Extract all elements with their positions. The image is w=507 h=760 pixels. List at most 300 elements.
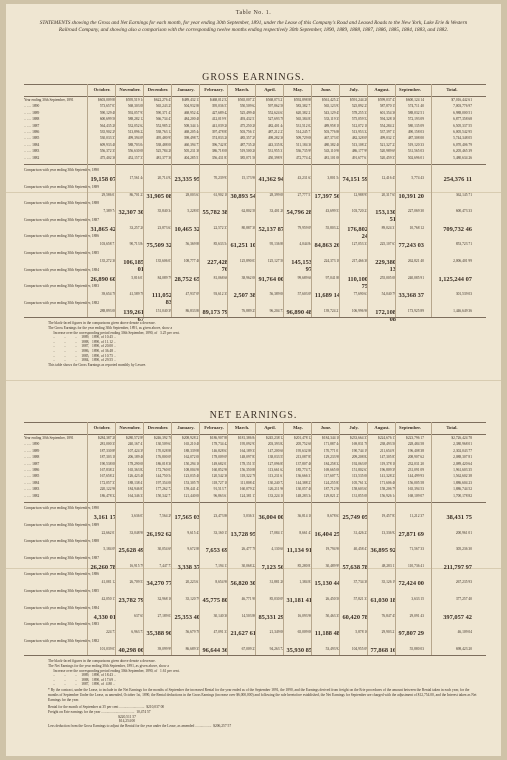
comparison-cell: 41,589 78 (129, 292, 144, 297)
table-cell: 231,091 09 (407, 468, 424, 472)
comparison-cell: 1,384 83 (299, 580, 312, 585)
row-label: .. .. .. 1882 (24, 155, 40, 160)
table-cell: 573,657 07 (99, 104, 116, 109)
comparison-row (6, 589, 501, 606)
comparison-cell: 110,736 41 (407, 563, 424, 568)
table-cell: 123,035 40 (183, 474, 200, 479)
column-divider (143, 84, 144, 317)
table-cell: 146,828 63 (211, 448, 228, 453)
column-divider (255, 84, 256, 317)
column-header: March. (234, 425, 250, 430)
comparison-cell: 227,069 30 (407, 209, 424, 214)
comparison-cell: 77,868 16 (370, 646, 396, 654)
table-row (6, 117, 501, 123)
comparison-cell: 227,428 76 (207, 259, 228, 273)
comparison-cell: 35,388 90 (146, 630, 172, 638)
comparison-cell: 45,775 80 (202, 597, 228, 604)
table-cell: $245,238 12 (266, 436, 284, 440)
comparison-cell: 110,100 75 (347, 275, 368, 290)
table-cell: 197,354 00 (155, 480, 172, 485)
comparison-cell: 3,801 54 (327, 176, 340, 180)
comparison-label: Comparison with year ending 30th September, 1887 (24, 555, 100, 560)
comparison-cell: 77,243 03 (398, 242, 424, 250)
comparison-cell: 12,416 45 (381, 176, 396, 180)
table-cell: 564,435 28 (99, 123, 116, 128)
comparison-cell: 30,068 22 (241, 563, 256, 568)
comparison-cell: 22,572 37 (213, 225, 228, 230)
comparison-cell: 33,368 37 (398, 292, 424, 300)
column-header: April. (264, 425, 276, 430)
table-cell: 148,097 83 (239, 455, 256, 460)
comparison-cell: 26,260 78 (90, 563, 116, 571)
comparison-cell: 46,109 04 (457, 630, 472, 635)
comparison-cell: 29,091 43 (409, 613, 424, 618)
comparison-cell: 25,749 05 (342, 514, 368, 521)
table-cell: 1,886,744 52 (453, 487, 472, 492)
column-divider (227, 84, 228, 317)
legal-note: * By the contract, under the Lease, to include in the Net Earnings for the months of September the increased Rental for the year ended as of the September 1891, the 1890, and the Earnings derived from freight on the Erie procedures of the amount between the Rental taken in each year, for the months of September Under the Lease, as amended, October 1st, 1890, the Rental deductions in the Gross Earnings (increase over $6,000,000) and following the rule heretofore established, the Net Earnings for September are charged with the adjustment of $12,754.00, and the Interest taken as Net Earnings for the year. (48, 688, 477, 702)
comparison-cell: 10,768 12 (409, 225, 424, 230)
comparison-cell: 106,185 01 (123, 259, 144, 273)
table-cell: 281,000 35 (99, 442, 116, 447)
comparison-cell: 145,153 97 (291, 259, 312, 273)
column-header: July. (349, 425, 359, 430)
table-cell: 475,402 36 (99, 155, 116, 160)
table-cell: 475,250 28 (239, 123, 256, 128)
table-cell: 1,961,603 35 (453, 468, 472, 472)
table-cell: 129,821 27 (323, 493, 340, 498)
column-divider (395, 84, 396, 317)
comparison-cell: 16,093 96 (297, 613, 312, 618)
table-cell: 121,440 00 (183, 493, 200, 498)
table-cell: 575,059 52 (351, 117, 368, 122)
comparison-label: Comparison with year ending 30th September, 1890 (24, 506, 100, 510)
comparison-cell: 77,690 63 (353, 292, 368, 297)
comparison-cell: 153,130 51 (375, 209, 396, 224)
column-header: February. (204, 87, 224, 92)
table-cell: 538,763 12 (155, 130, 172, 134)
table-cell: 525,499 40 (239, 110, 256, 115)
table-cell: 113,535 00 (351, 474, 368, 479)
comparison-label: Comparison with year ending 30th September, 1890 (24, 168, 100, 172)
comparison-cell: 5,816 01 (131, 275, 144, 280)
comparison-cell: 106,996 96 (351, 308, 368, 313)
table-cell: 172,760 05 (155, 468, 172, 472)
table-cell: 620,382 21 (295, 110, 312, 115)
comparison-cell: 19,158 07 (90, 176, 116, 183)
comparison-cell: 40,458 47 (353, 547, 368, 552)
comparison-cell: 11,188 48 (314, 630, 340, 638)
comparison-cell: 7,447 77 (159, 563, 172, 568)
table-cell: 508,344 14 (183, 123, 200, 128)
table-cell: 572,193 09 (407, 117, 424, 122)
comparison-cell: 13,728 95 (230, 530, 256, 538)
row-label: .. .. .. 1885 (24, 474, 40, 479)
table-cell: 195,632 80 (295, 448, 312, 453)
column-divider (311, 422, 312, 655)
table-cell: 187,712 90 (323, 487, 340, 492)
table-cell: 178,290 08 (127, 461, 144, 466)
comparison-cell: 54,796 28 (286, 209, 312, 217)
comparison-cell: 76,847 45 (381, 613, 396, 618)
table-cell: 556,630 08 (127, 149, 144, 154)
table-cell: 486,177 99 (351, 149, 368, 154)
column-header: May. (293, 87, 303, 92)
table-cell: 554,284 21 (379, 123, 396, 128)
comparison-cell: 31,881 20 (269, 580, 284, 585)
table-cell: $591,244 28 (350, 98, 368, 102)
comparison-cell: 28,399 08 (269, 192, 284, 197)
table-row (6, 130, 501, 136)
comparison-row (6, 506, 501, 523)
table-row (6, 156, 501, 162)
intro-statement: STATEMENTS showing the Gross and Net Earnings for each month, for year ending 30th September, 1891, under the Lease of this Company's Road and Leased Roads to the New York, Lake Erie & Western Railroad Company, and showing also a comparison with the corresponding twelve months ending respectively 30th September, 1890, 1889, 1888, 1887, 1886, 1885, 1884, 1883, and 1882. (39, 20, 468, 33)
comparison-cell: 28,752 65 (174, 275, 200, 283)
column-header: November. (119, 87, 141, 92)
table-cell: 495,480 95 (155, 136, 172, 141)
table-cell: 136,666 31 (295, 474, 312, 479)
table-cell: 120,542 36 (211, 474, 228, 479)
comparison-cell: 262,821 40 (407, 259, 424, 263)
table-cell: 190,538 08 (99, 461, 116, 466)
table-cell: 156,350 88 (239, 468, 256, 472)
comparison-cell: 31,426 23 (353, 530, 368, 535)
table-cell: $7,016,442 61 (451, 98, 472, 102)
table-cell: 532,052 62 (127, 123, 144, 128)
comparison-cell: 75,509 32 (146, 242, 172, 250)
table-cell: 171,887 44 (323, 442, 340, 447)
table-cell: 153,305 78 (183, 480, 200, 485)
comparison-cell: 1,446,649 36 (453, 308, 472, 313)
comparison-cell: 21,627 61 (230, 630, 256, 638)
comparison-label: Comparison with year ending 30th September, 1884 (24, 267, 100, 272)
table-cell: 460,394 77 (183, 142, 200, 147)
comparison-cell: 89,024 31 (381, 225, 396, 230)
table-cell: 186,478 32 (99, 493, 116, 498)
comparison-cell: 33,160 15 (213, 530, 228, 535)
comparison-cell: 89,173 79 (202, 308, 228, 316)
table-cell: 356,431 83 (211, 155, 228, 160)
table-cell: 220,122 96 (99, 487, 116, 492)
table-cell: $489,432 13 (182, 98, 200, 102)
comparison-cell: 26,192 62 (146, 530, 172, 538)
comparison-cell: 39,654 78 (101, 292, 116, 297)
table-row (6, 474, 501, 480)
table-cell: 398,498 72 (183, 136, 200, 141)
comparison-cell: 29,903 21 (381, 630, 396, 635)
comparison-cell: 85,030 09 (269, 597, 284, 601)
comparison-cell: 15,130 44 (314, 580, 340, 588)
table-cell: 527,693 78 (267, 117, 284, 122)
comparison-cell: 13,336 92 (381, 530, 396, 535)
table-cell: 150,294 16 (183, 461, 200, 466)
table-cell: 164,189 33 (239, 448, 256, 453)
comparison-cell: 27,871 69 (398, 530, 424, 538)
comparison-cell: 37,734 38 (353, 580, 368, 585)
comparison-cell: 61,030 18 (370, 597, 396, 604)
comparison-cell: 86,701 23 (129, 192, 144, 197)
table-cell: 513,896 22 (127, 130, 144, 134)
comparison-cell: 93,612 35 (213, 292, 228, 297)
table-cell: 503,756 17 (239, 130, 256, 134)
table-cell: 600,699 56 (99, 117, 116, 122)
comparison-cell: 33,257 20 (129, 225, 144, 230)
column-header: January. (177, 87, 195, 92)
comparison-cell: 103,720 23 (351, 209, 368, 214)
table-cell: 574,711 40 (407, 104, 424, 109)
comparison-cell: 240,085 91 (407, 275, 424, 280)
comparison-cell: 101,039 07 (99, 646, 116, 651)
comparison-cell: 53,493 92 (325, 646, 340, 651)
column-header: June. (320, 87, 332, 92)
table-row (6, 124, 501, 130)
table-cell: 396,742 87 (211, 142, 228, 147)
comparison-cell: 1,125,244 07 (438, 275, 472, 283)
table-cell: 129,233 98 (323, 455, 340, 460)
column-header: November. (119, 425, 141, 430)
comparison-cell: 225,107 67 (379, 242, 396, 247)
table-cell: 441,039 20 (211, 123, 228, 128)
column-divider (367, 84, 368, 317)
table-cell: 196,809 39 (379, 468, 396, 472)
table-cell: 130,240 72 (267, 480, 284, 485)
comparison-cell: 36,814 10 (297, 514, 312, 518)
comparison-cell: 41,362 94 (258, 176, 284, 183)
comparison-cell: 217,466 38 (351, 259, 368, 263)
comparison-cell: 125,127 50 (267, 259, 284, 263)
column-header: September. (399, 87, 421, 92)
column-divider (431, 422, 432, 655)
comparison-label: Comparison with year ending 30th September, 1886 (24, 234, 100, 239)
table-cell: 184,946 87 (127, 487, 144, 492)
table-cell: 484,200 48 (183, 117, 200, 122)
table-cell: 144,499 93 (407, 474, 424, 479)
comparison-cell: 172,108 08 (375, 308, 396, 323)
table-cell: 498,282 36 (267, 136, 284, 141)
table-cell: 118,322 78 (239, 474, 256, 479)
comparison-cell: 56,389 00 (269, 292, 284, 297)
column-header-row (6, 85, 501, 95)
comparison-cell: 7,389 74 (103, 209, 116, 214)
table-cell: $184,344 18 (322, 436, 340, 440)
rental-summary: Rental for the month of September at 35 per cent ............................ $210,037 00 Freight on Erie earnings for the year ..................................... 10,474 57 $220,511 57 $14,254 00 Less deduction from the Gross Earnings to adjust the Rental for the year under the Lease, as amended .................. $206,257 57 (48, 705, 232, 728)
table-cell: 168,109 07 (407, 493, 424, 498)
table-cell: 124,381 17 (239, 493, 256, 498)
comparison-cell: 2,507 38 (233, 292, 256, 300)
table-cell: 187,303 18 (99, 455, 116, 460)
table-cell: 1,562,602 38 (453, 474, 472, 479)
comparison-cell: 84,089 79 (157, 275, 172, 280)
table-cell: 520,459 37 (379, 155, 396, 160)
table-cell: 167,658 21 (99, 474, 116, 479)
table-cell: $246,392 70 (154, 436, 172, 440)
comparison-cell: 4,330 01 (93, 613, 116, 621)
table-cell: 509,729 06 (295, 136, 312, 141)
document-sheet (6, 4, 501, 756)
comparison-row (6, 185, 501, 202)
table-cell: 206,189 46 (127, 455, 144, 460)
table-cell: 117,607 72 (323, 474, 340, 479)
table-cell: 525,784 28 (155, 149, 172, 154)
comparison-cell: 19,457 83 (381, 514, 396, 518)
comparison-cell: 62,802 58 (241, 209, 256, 214)
table-cell: 1,700,178 82 (453, 493, 472, 498)
row-label: .. .. .. 1890 (24, 442, 40, 447)
table-cell: 566,734 47 (155, 117, 172, 122)
comparison-cell: 125,890 03 (239, 259, 256, 263)
comparison-cell: 57,638 78 (342, 563, 368, 571)
table-cell: 565,243 25 (155, 104, 172, 109)
table-cell: 205,752 68 (295, 442, 312, 447)
table-cell: 468,952 42 (183, 110, 200, 115)
comparison-cell: 74,151 59 (342, 176, 368, 183)
table-cell: 178,151 55 (239, 461, 256, 466)
table-cell: 556,372 35 (99, 149, 116, 154)
comparison-cell: 9,672 88 (187, 547, 200, 552)
table-row (6, 487, 501, 493)
comparison-cell: 57,603 09 (297, 292, 312, 297)
table-cell: $181,386 84 (238, 436, 256, 440)
column-divider (87, 84, 88, 317)
comparison-cell: 85,280 81 (297, 563, 312, 568)
table-cell: 6,877,358 68 (453, 117, 472, 122)
comparison-row (6, 300, 501, 323)
comparison-cell: 23,335 95 (174, 176, 200, 183)
table-cell: 158,603 65 (351, 487, 368, 492)
column-divider (199, 422, 200, 655)
table-cell: 519,500 20 (239, 149, 256, 154)
comparison-cell: 35,120 79 (185, 597, 200, 601)
table-cell: 208,907 62 (407, 455, 424, 460)
row-label: .. .. .. 1889 (24, 448, 40, 453)
column-divider (339, 422, 340, 655)
table-cell: 165,394 53 (407, 487, 424, 492)
comparison-cell: 50,463 35 (325, 613, 340, 618)
table-cell: 172,057 37 (99, 480, 116, 485)
comparison-cell: 255,005 08 (379, 275, 396, 280)
table-cell: 481,377 30 (155, 155, 172, 160)
comparison-label: Comparison with year ending 30th September, 1884 (24, 605, 100, 610)
table-cell: $592,898 88 (294, 98, 312, 102)
comparison-cell: 17,084 17 (269, 530, 284, 535)
comparison-cell: 20,223 61 (185, 580, 200, 585)
table-row (6, 143, 501, 149)
row-label: Year ending 30th September, 1891 (24, 98, 74, 102)
comparison-cell: 8,654 90 (215, 580, 228, 585)
table-cell: 537,397 13 (379, 130, 396, 134)
table-cell: 178,009 09 (211, 455, 228, 460)
comparison-cell: 56,679 78 (185, 630, 200, 635)
table-cell: 127,096 85 (267, 461, 284, 466)
comparison-label: Comparison with year ending 30th September, 1883 (24, 622, 100, 627)
table-cell: 6,005,542 95 (453, 130, 472, 134)
table-cell: 126,423 48 (127, 474, 144, 479)
comparison-cell: 229,380 13 (375, 259, 396, 273)
table-cell: 590,371 47 (155, 110, 172, 115)
comparison-cell: 301,539 03 (455, 292, 472, 297)
comparison-cell: 95,136 88 (269, 242, 284, 247)
column-divider (199, 84, 200, 317)
comparison-cell: 2,006,401 99 (453, 259, 472, 263)
table-cell: 450,398 91 (267, 155, 284, 160)
comparison-label: Comparison with year ending 30th September, 1889 (24, 522, 100, 527)
table-cell: 427,689 42 (211, 110, 228, 115)
table-cell: 240,167 41 (127, 442, 144, 447)
comparison-row (6, 556, 501, 573)
comparison-cell: 76,889 25 (241, 308, 256, 313)
table-cell: 165,363 82 (127, 468, 144, 472)
table-cell: 131,855 08 (351, 493, 368, 498)
table-cell: 6,205,465 39 (453, 149, 472, 154)
table-cell: 108,004 90 (183, 468, 200, 472)
table-cell: 525,892 25 (351, 104, 368, 109)
table-cell: 130,509 63 (155, 442, 172, 447)
table-cell: 592,057 93 (127, 110, 144, 115)
table-row (6, 436, 501, 442)
table-cell: $622,276 43 (154, 98, 172, 102)
comparison-cell: 14,503 86 (241, 613, 256, 618)
comparison-label: Comparison with year ending 30th September, 1887 (24, 217, 100, 222)
row-label: .. .. .. 1883 (24, 149, 40, 154)
comparison-cell: 55,880 03 (409, 646, 424, 651)
table-cell: 395,036 57 (211, 104, 228, 109)
comparison-cell: 26,890 60 (90, 275, 116, 283)
comparison-cell: 38,962 06 (241, 275, 256, 280)
column-divider (283, 84, 284, 317)
comparison-cell: 28,003 63 (185, 192, 200, 197)
comparison-cell: 85,633 54 (213, 242, 228, 247)
table-cell: 597,862 56 (267, 104, 284, 109)
table-cell: 588,703 04 (127, 142, 144, 147)
table-cell: 130,057 40 (295, 487, 312, 492)
table-cell: 203,393 82 (267, 442, 284, 447)
table-row (6, 455, 501, 461)
table-cell: 184,258 32 (323, 461, 340, 466)
table-cell: 228,484 58 (407, 442, 424, 447)
comparison-cell: 35,930 85 (286, 646, 312, 654)
table-cell: $208,928 21 (182, 436, 200, 440)
table-cell: 176,800 09 (155, 455, 172, 460)
comparison-cell: 151,040 39 (155, 308, 172, 313)
table-rule (24, 655, 486, 656)
table-cell: 499,394 09 (127, 136, 144, 141)
comparison-cell: 48,283 11 (381, 563, 396, 568)
comparison-cell: 3,633 15 (411, 597, 424, 601)
comparison-cell: 91,764 00 (258, 275, 284, 283)
comparison-cell: 4,130 60 (271, 547, 284, 552)
table-cell: $599,037 47 (378, 98, 396, 102)
comparison-cell: 600,473 33 (455, 209, 472, 214)
table-row (6, 111, 501, 117)
table-cell: 2,088,307 81 (453, 455, 472, 460)
comparison-cell: 288,893 00 (99, 308, 116, 313)
comparison-row (6, 639, 501, 656)
comparison-cell: 55,803 22 (325, 225, 340, 230)
comparison-cell: 71,567 33 (409, 547, 424, 552)
comparison-label: Comparison with year ending 30th September, 1882 (24, 638, 100, 643)
table-cell: 137,807 46 (295, 461, 312, 466)
table-cell: 397,478 85 (211, 130, 228, 134)
comparison-cell: 30,054 69 (157, 547, 172, 552)
table-row (6, 136, 501, 142)
table-cell: 232,031 20 (407, 461, 424, 466)
comparison-cell: 40,298 00 (118, 646, 144, 654)
table-cell: 159,441 43 (183, 487, 200, 492)
column-divider (431, 84, 432, 317)
column-divider (171, 422, 172, 655)
table-cell: $565,007 27 (238, 98, 256, 102)
comparison-cell: 6,963 73 (131, 630, 144, 635)
